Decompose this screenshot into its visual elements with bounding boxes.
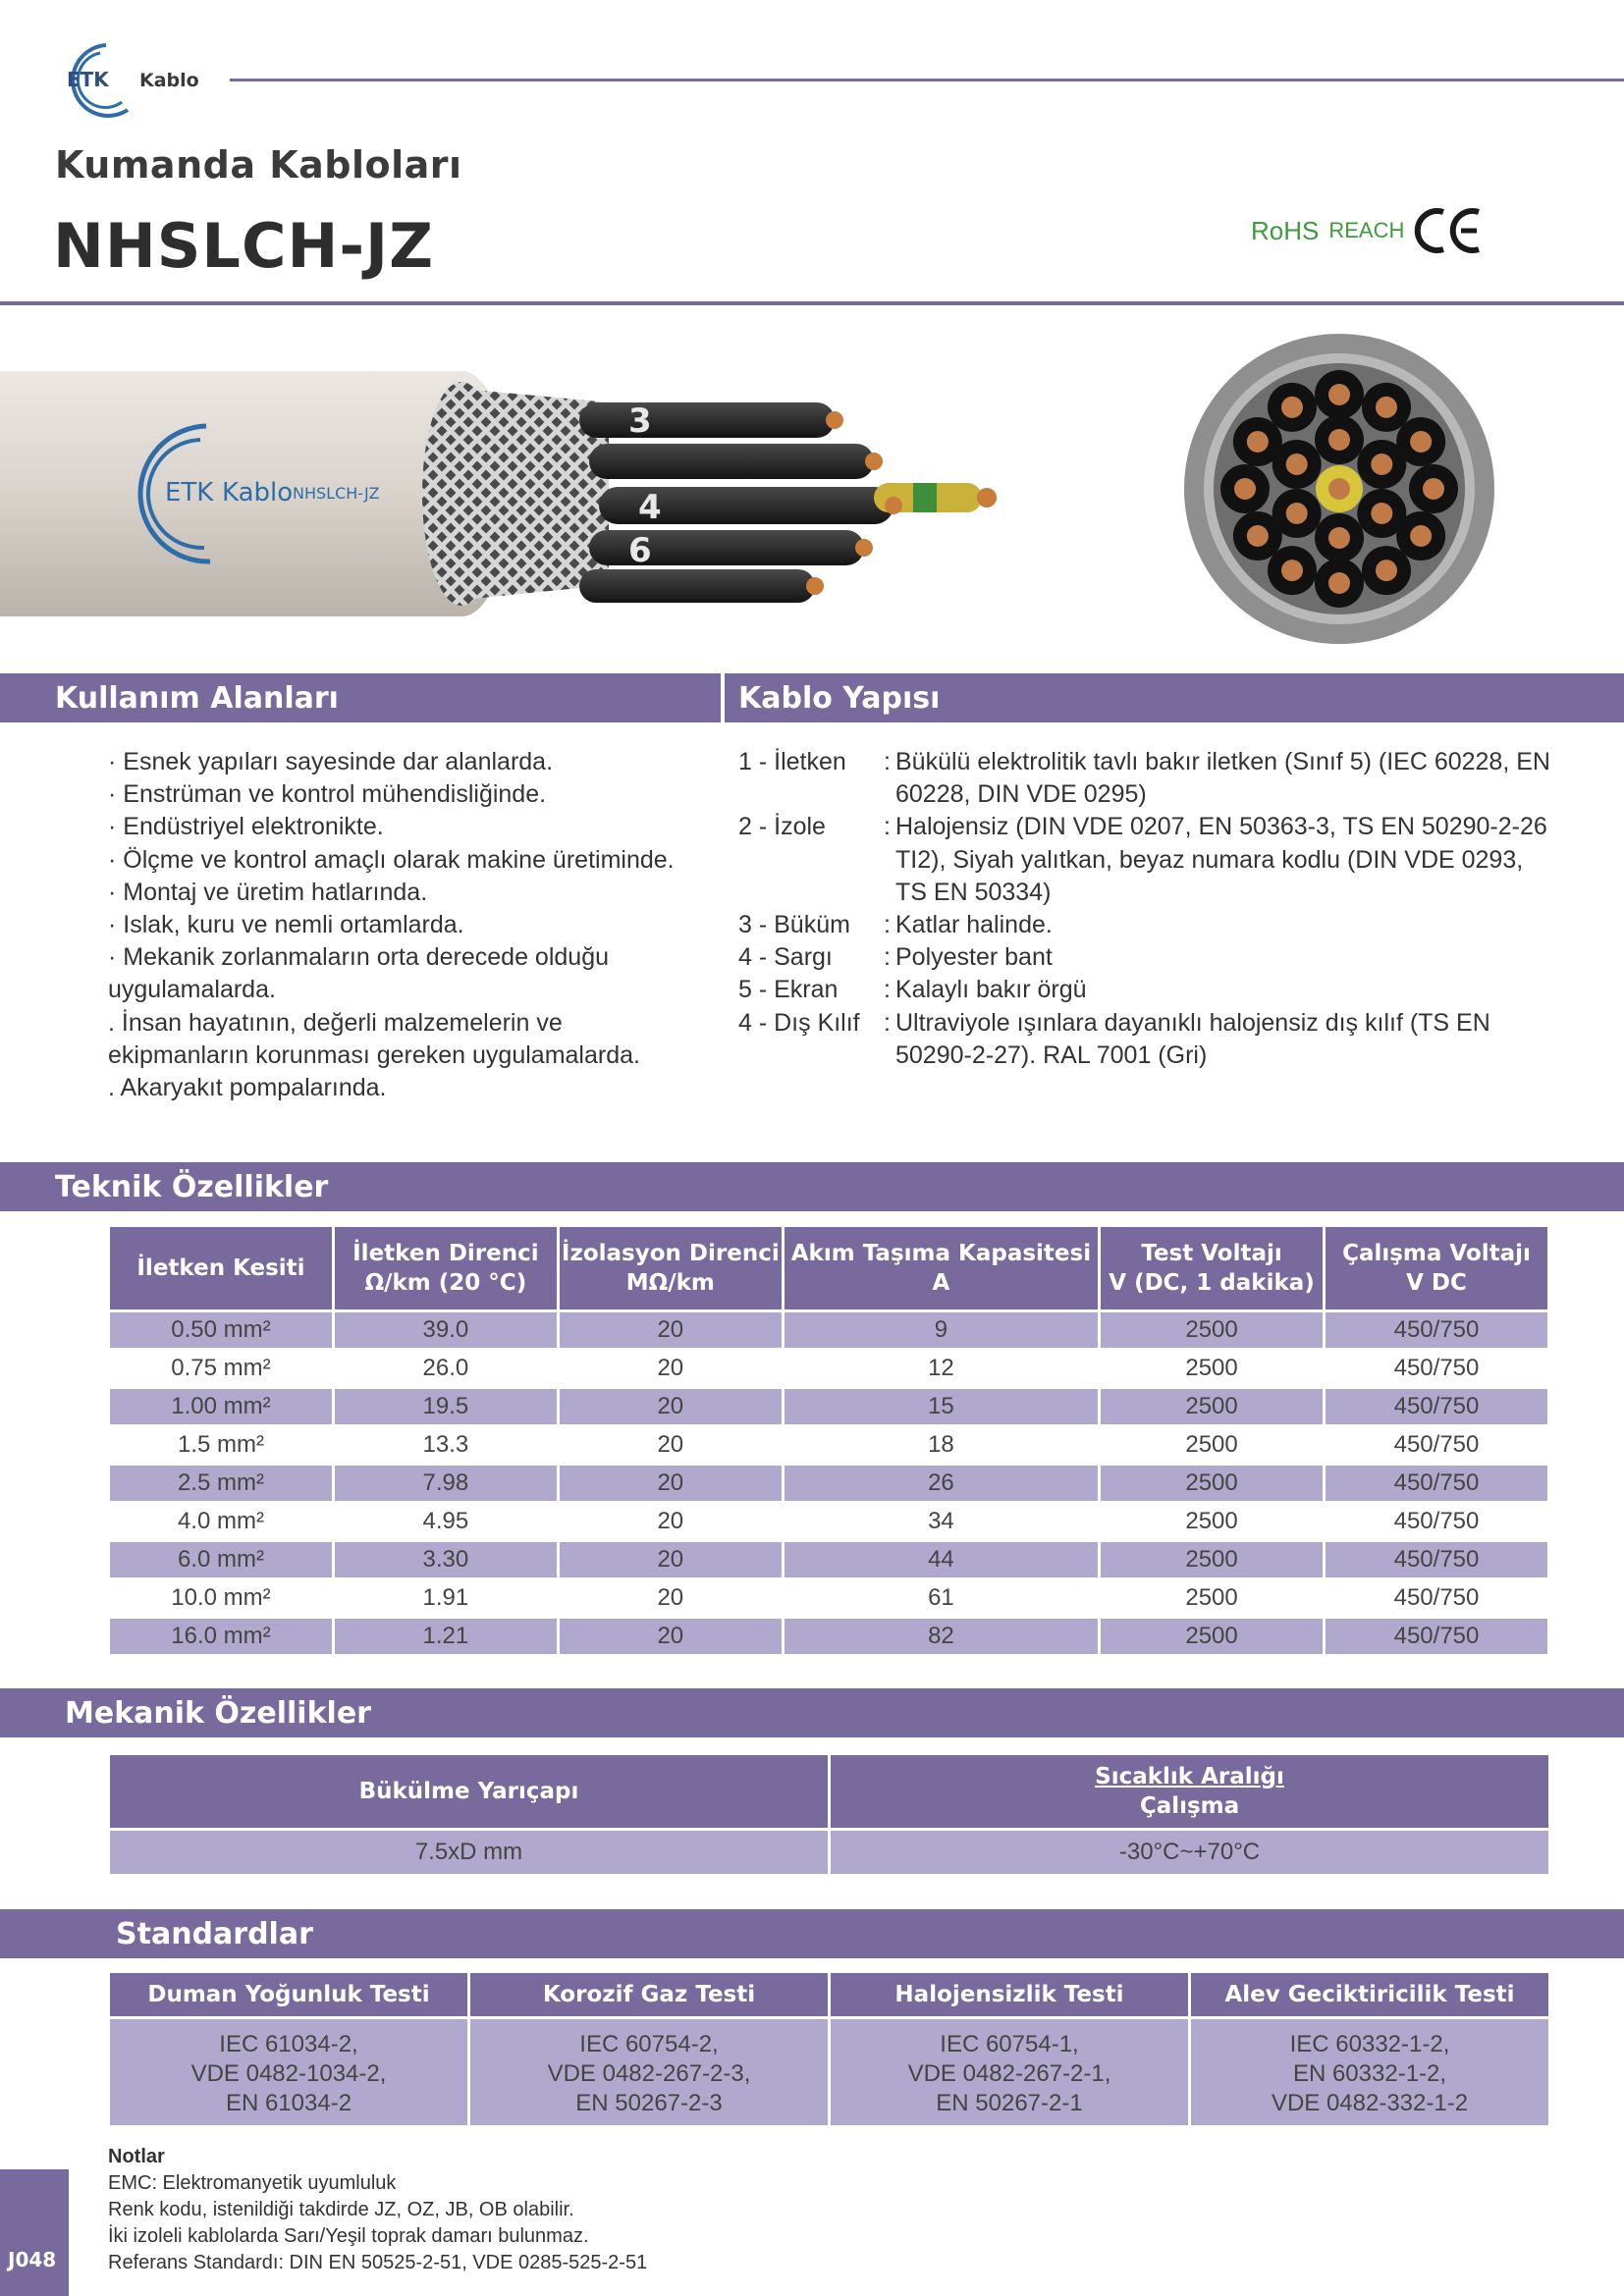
structure-value: Polyester bant <box>895 943 1053 972</box>
structure-label: 5 - Ekran <box>738 976 839 1004</box>
mechanical-header-row <box>110 1755 1548 1828</box>
note-line: EMC: Elektromanyetik uyumluluk <box>108 2172 397 2194</box>
product-category: Kumanda Kabloları <box>55 143 462 187</box>
standards-cell: IEC 60754-1, VDE 0482-267-2-1, EN 50267-2-1 <box>831 2019 1188 2125</box>
structure-value: Halojensiz (DIN VDE 0207, EN 50363-3, TS EN 50290-2-26 TI2), Siyah yalıtkan, beyaz numara kodlu (DIN VDE 0293, TS EN 50334) <box>895 813 1547 906</box>
table-row: 4.0 mm² 4.95 20 34 2500 450/750 <box>110 1504 1547 1539</box>
usage-item: . Akaryakıt pompalarında. <box>108 1074 387 1102</box>
structure-section-header <box>725 673 1624 722</box>
page-tab <box>0 2169 69 2296</box>
usage-item: · Mekanik zorlanmaların orta derecede olduğu uygulamalarda. <box>108 943 609 1004</box>
column-header-operating-voltage: Çalışma Voltajı V DC <box>1326 1227 1547 1309</box>
cross-section-conductor <box>1234 478 1256 500</box>
cross-section-conductor <box>1328 429 1350 451</box>
cross-section-conductor <box>1328 527 1350 549</box>
structure-row: 3 - Büküm : Katlar halinde. <box>738 909 1553 941</box>
certification-marks <box>1251 206 1485 255</box>
structure-row: 5 - Ekran : Kalaylı bakır örgü <box>738 974 1553 1006</box>
page-number: J048 <box>8 2248 57 2271</box>
column-header-temperature-range: Sıcaklık Aralığı Çalışma <box>831 1755 1548 1828</box>
usage-item: · Enstrüman ve kontrol mühendisliğinde. <box>108 780 547 809</box>
table-row: 1.5 mm² 13.3 20 18 2500 450/750 <box>110 1427 1547 1463</box>
column-header-bending-radius: Bükülme Yarıçapı <box>110 1755 828 1828</box>
mechanical-specs-table <box>107 1752 1551 1877</box>
core-number-6: 6 <box>628 531 652 570</box>
core-number-4: 4 <box>638 488 662 527</box>
column-header-current-capacity: Akım Taşıma Kapasitesi A <box>785 1227 1098 1309</box>
table-row: 10.0 mm² 1.91 20 61 2500 450/750 <box>110 1580 1547 1616</box>
structure-value: Ultraviyole ışınlara dayanıklı halojensiz dış kılıf (TS EN 50290-2-27). RAL 7001 (Gri) <box>895 1008 1490 1069</box>
rohs-mark: RoHS <box>1251 215 1320 245</box>
usage-section-title: Kullanım Alanları <box>55 680 339 716</box>
table-row: 16.0 mm² 1.21 20 82 2500 450/750 <box>110 1619 1547 1654</box>
standards-header-row <box>110 1973 1548 2016</box>
column-header-conductor-resistance: İletken Direnci Ω/km (20 °C) <box>335 1227 557 1309</box>
cable-photo <box>0 334 1060 658</box>
cross-section-conductor <box>1286 503 1308 524</box>
table-row: 6.0 mm² 3.30 20 44 2500 450/750 <box>110 1542 1547 1577</box>
table-row: 0.75 mm² 26.0 20 12 2500 450/750 <box>110 1351 1547 1386</box>
cross-section-conductor <box>1328 384 1350 405</box>
cross-section-conductor <box>1281 397 1303 418</box>
sheath-print-code: NHSLCH-JZ <box>293 484 380 503</box>
cable-cores <box>579 401 997 603</box>
logo-etk-text: ETK <box>67 68 109 91</box>
structure-value: Katlar halinde. <box>895 911 1053 939</box>
etk-kablo-logo <box>51 37 238 120</box>
title-divider <box>0 301 1624 305</box>
usage-item: · Esnek yapıları sayesinde dar alanlarda. <box>108 748 554 775</box>
structure-label: 2 - İzole <box>738 813 826 841</box>
column-header-halogen-free: Halojensizlik Testi <box>831 1973 1188 2016</box>
notes <box>108 2144 647 2276</box>
column-header-insulation-resistance: İzolasyon Direnci MΩ/km <box>560 1227 782 1309</box>
structure-value: Kalaylı bakır örgü <box>895 976 1087 1004</box>
column-header-flame-retardant: Alev Geciktiricilik Testi <box>1191 1973 1548 2016</box>
cross-section-conductor <box>1423 478 1444 500</box>
standards-cell: IEC 60754-2, VDE 0482-267-2-3, EN 50267-2-3 <box>470 2019 828 2125</box>
structure-row: 4 - Sargı : Polyester bant <box>738 941 1553 974</box>
cross-section-earth-conductor <box>1328 478 1350 500</box>
mechanical-section-header <box>0 1688 1624 1737</box>
cross-section-conductor <box>1410 525 1432 547</box>
usage-item: · Ölçme ve kontrol amaçlı olarak makine üretiminde. <box>108 845 675 874</box>
cable-cross-section <box>1182 332 1496 646</box>
table-row <box>110 1831 1548 1874</box>
header-divider <box>230 79 1624 81</box>
reach-mark: REACH <box>1328 218 1405 242</box>
usage-section-header <box>0 673 721 722</box>
sheath-print-kablo: Kablo <box>222 478 294 507</box>
sheath-print-etk: ETK <box>165 478 214 507</box>
cross-section-conductor <box>1328 572 1350 594</box>
standards-table <box>107 1970 1551 2128</box>
usage-list <box>108 746 707 1104</box>
structure-label: 1 - İletken <box>738 748 846 775</box>
cross-section-conductor <box>1371 454 1392 475</box>
cross-section-conductor <box>1410 431 1432 453</box>
column-header-test-voltage: Test Voltajı V (DC, 1 dakika) <box>1101 1227 1323 1309</box>
standards-cell: IEC 61034-2, VDE 0482-1034-2, EN 61034-2 <box>110 2019 467 2125</box>
structure-label: 3 - Büküm <box>738 911 850 939</box>
table-row <box>110 2019 1548 2125</box>
cross-section-conductor <box>1247 525 1269 547</box>
cross-section-conductor <box>1281 560 1303 581</box>
note-line: İki izoleli kablolarda Sarı/Yeşil toprak damarı bulunmaz. <box>108 2225 589 2247</box>
technical-header-row <box>110 1227 1547 1309</box>
note-line: Renk kodu, istenildiği takdirde JZ, OZ, JB, OB olabilir. <box>108 2199 574 2220</box>
usage-item: . İnsan hayatının, değerli malzemelerin ve ekipmanların korunması gereken uygulamalarda. <box>108 1008 640 1069</box>
structure-label: 4 - Dış Kılıf <box>738 1008 860 1037</box>
standards-section-title: Standardlar <box>116 1916 313 1951</box>
usage-item: · Montaj ve üretim hatlarında. <box>108 878 428 906</box>
standards-section-header <box>0 1909 1624 1958</box>
technical-specs-table <box>107 1224 1550 1657</box>
cross-section-conductor <box>1247 431 1269 453</box>
bending-radius-value: 7.5xD mm <box>110 1831 828 1874</box>
cross-section-conductor <box>1376 560 1397 581</box>
technical-section-header <box>0 1162 1624 1211</box>
cross-section-conductor <box>1376 397 1397 418</box>
structure-label: 4 - Sargı <box>738 943 833 972</box>
structure-row: 4 - Dış Kılıf : Ultraviyole ışınlara dayanıklı halojensiz dış kılıf (TS EN 50290-2-27). RAL 7001 (Gri) <box>738 1007 1553 1072</box>
standards-cell: IEC 60332-1-2, EN 60332-1-2, VDE 0482-332-1-2 <box>1191 2019 1548 2125</box>
usage-item: · Endüstriyel elektronikte. <box>108 813 384 841</box>
table-row: 2.5 mm² 7.98 20 26 2500 450/750 <box>110 1466 1547 1501</box>
product-title: NHSLCH-JZ <box>53 210 435 282</box>
ce-mark-icon <box>1414 206 1485 255</box>
notes-title: Notlar <box>108 2146 165 2167</box>
structure-row: 2 - İzole : Halojensiz (DIN VDE 0207, EN 50363-3, TS EN 50290-2-26 TI2), Siyah yalıtkan, beyaz numara kodlu (DIN VDE 0293, TS EN 50334) <box>738 811 1553 909</box>
structure-section-title: Kablo Yapısı <box>738 680 941 716</box>
column-header-smoke-density: Duman Yoğunluk Testi <box>110 1973 467 2016</box>
core-number-3: 3 <box>628 401 652 441</box>
table-row: 1.00 mm² 19.5 20 15 2500 450/750 <box>110 1389 1547 1424</box>
note-line: Referans Standardı: DIN EN 50525-2-51, VDE 0285-525-2-51 <box>108 2252 648 2273</box>
usage-item: · Islak, kuru ve nemli ortamlarda. <box>108 911 464 939</box>
column-header-cross-section: İletken Kesiti <box>110 1227 332 1309</box>
technical-section-title: Teknik Özellikler <box>55 1169 329 1204</box>
temperature-range-value: -30°C~+70°C <box>831 1831 1548 1874</box>
column-header-corrosive-gas: Korozif Gaz Testi <box>470 1973 828 2016</box>
table-row: 0.50 mm² 39.0 20 9 2500 450/750 <box>110 1312 1547 1348</box>
logo-kablo-text: Kablo <box>139 70 199 91</box>
cross-section-conductor <box>1286 454 1308 475</box>
mechanical-section-title: Mekanik Özellikler <box>65 1695 371 1731</box>
cable-structure-list <box>738 746 1553 1072</box>
structure-row: 1 - İletken : Bükülü elektrolitik tavlı bakır iletken (Sınıf 5) (IEC 60228, EN 60228, DIN VDE 0295) <box>738 746 1553 811</box>
cross-section-conductor <box>1371 503 1392 524</box>
structure-value: Bükülü elektrolitik tavlı bakır iletken (Sınıf 5) (IEC 60228, EN 60228, DIN VDE 0295) <box>895 748 1550 809</box>
